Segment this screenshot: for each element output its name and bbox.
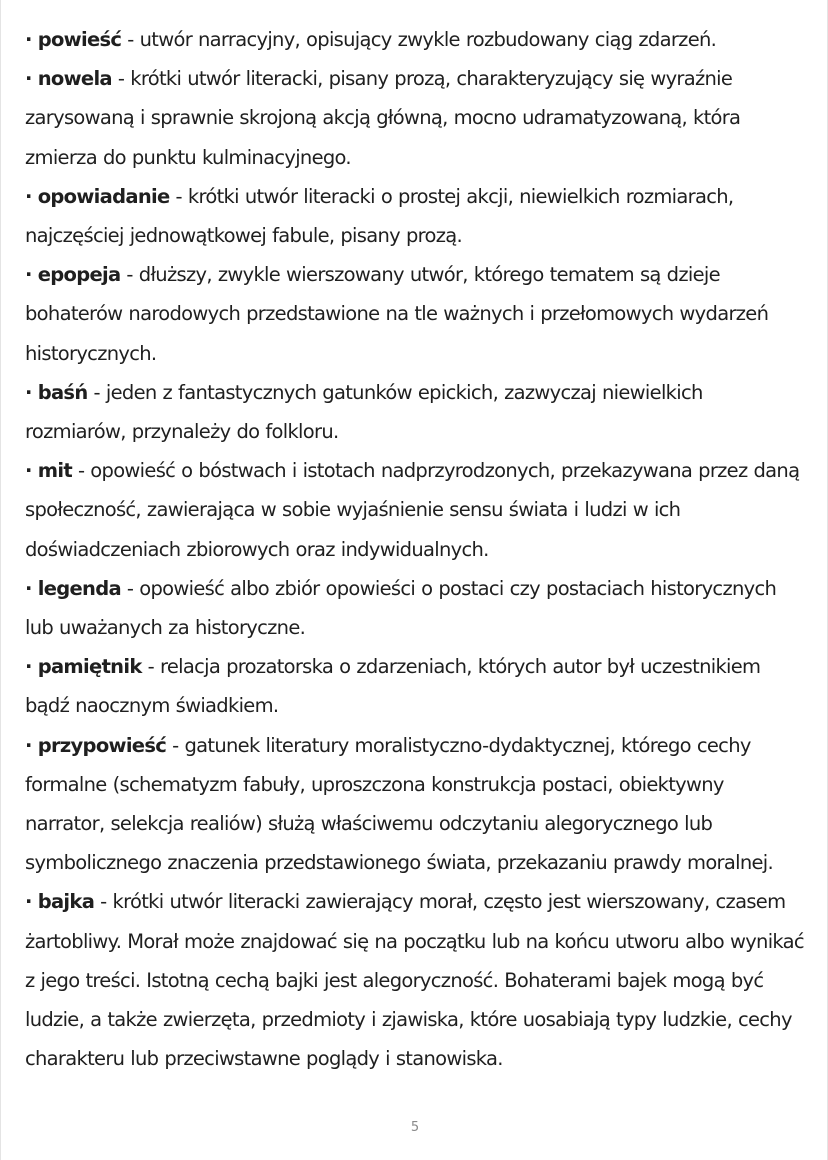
entry-bajka <box>25 882 805 1078</box>
separator: - <box>94 890 113 914</box>
bullet: · <box>25 655 32 679</box>
separator: - <box>169 184 188 208</box>
bullet: · <box>25 890 32 914</box>
definition: krótki utwór literacki, pisany prozą, charakteryzujący się wyraźnie zarysowaną i sprawnie skrojoną akcją główną, mocno udramatyzowaną, która zmierza do punktu kulminacyjnego. <box>25 67 741 169</box>
entry-basn <box>25 373 805 451</box>
definition: jeden z fantastycznych gatunków epickich, zazwyczaj niewielkich rozmiarów, przynależy do folkloru. <box>25 380 703 444</box>
glossary-list <box>25 20 805 1078</box>
separator: - <box>141 655 160 679</box>
entry-mit <box>25 451 805 569</box>
term: pamiętnik <box>37 655 142 679</box>
entry-pamietnik <box>25 647 805 725</box>
term: nowela <box>37 67 112 91</box>
definition: utwór narracyjny, opisujący zwykle rozbudowany ciąg zdarzeń. <box>139 28 717 51</box>
bullet: · <box>25 459 32 483</box>
bullet: · <box>25 28 32 51</box>
separator: - <box>87 380 106 404</box>
definition: gatunek literatury moralistyczno-dydaktycznej, którego cechy formalne (schematyzm fabuły, uproszczona konstrukcja postaci, obiektywny narrator, selekcja realiów) służą właściwemu odczytaniu alegorycznego lub symbolicznego znaczenia przedstawionego świata, przekazaniu prawdy moralnej. <box>25 733 774 875</box>
term: powieść <box>37 28 122 51</box>
separator: - <box>166 733 185 757</box>
term: mit <box>37 459 72 483</box>
entry-epopeja <box>25 255 805 373</box>
bullet: · <box>25 380 32 404</box>
term: baśń <box>37 380 88 404</box>
term: bajka <box>37 890 95 914</box>
separator: - <box>121 28 140 51</box>
term: epopeja <box>37 263 121 287</box>
separator: - <box>120 263 139 287</box>
entry-legenda <box>25 569 805 647</box>
bullet: · <box>25 67 32 91</box>
term: opowiadanie <box>37 184 170 208</box>
entry-opowiadanie <box>25 177 805 255</box>
definition: opowieść o bóstwach i istotach nadprzyrodzonych, przekazywana przez daną społeczność, zawierająca w sobie wyjaśnienie sensu świata i ludzi w ich doświadczeniach zbiorowych oraz indywidualnych. <box>25 459 800 561</box>
bullet: · <box>25 576 32 600</box>
term: przypowieść <box>37 733 167 757</box>
term: legenda <box>37 576 121 600</box>
definition: krótki utwór literacki zawierający morał, często jest wierszowany, czasem żartobliwy. Morał może znajdować się na początku lub na końcu utworu albo wynikać z jego treści. Istotną cechą bajki jest alegoryczność. Bohaterami bajek mogą być ludzie, a także zwierzęta, przedmioty i zjawiska, które uosabiają typy ludzkie, cechy charakteru lub przeciwstawne poglądy i stanowiska. <box>25 890 804 1071</box>
definition: dłuższy, zwykle wierszowany utwór, którego tematem są dzieje bohaterów narodowych przedstawione na tle ważnych i przełomowych wydarzeń historycznych. <box>25 263 769 365</box>
entry-powiesc <box>25 20 805 59</box>
bullet: · <box>25 184 32 208</box>
definition: relacja prozatorska o zdarzeniach, których autor był uczestnikiem bądź naocznym świadkiem. <box>25 655 761 718</box>
page-number: 5 <box>410 1120 420 1135</box>
definition: opowieść albo zbiór opowieści o postaci czy postaciach historycznych lub uważanych za historyczne. <box>25 576 777 640</box>
separator: - <box>120 576 140 600</box>
bullet: · <box>25 263 32 287</box>
entry-nowela <box>25 59 805 177</box>
separator: - <box>111 67 131 91</box>
definition: krótki utwór literacki o prostej akcji, niewielkich rozmiarach, najczęściej jednowątkowej fabule, pisany prozą. <box>25 184 734 248</box>
entry-przypowiesc <box>25 726 805 883</box>
bullet: · <box>25 733 32 757</box>
separator: - <box>71 459 91 483</box>
